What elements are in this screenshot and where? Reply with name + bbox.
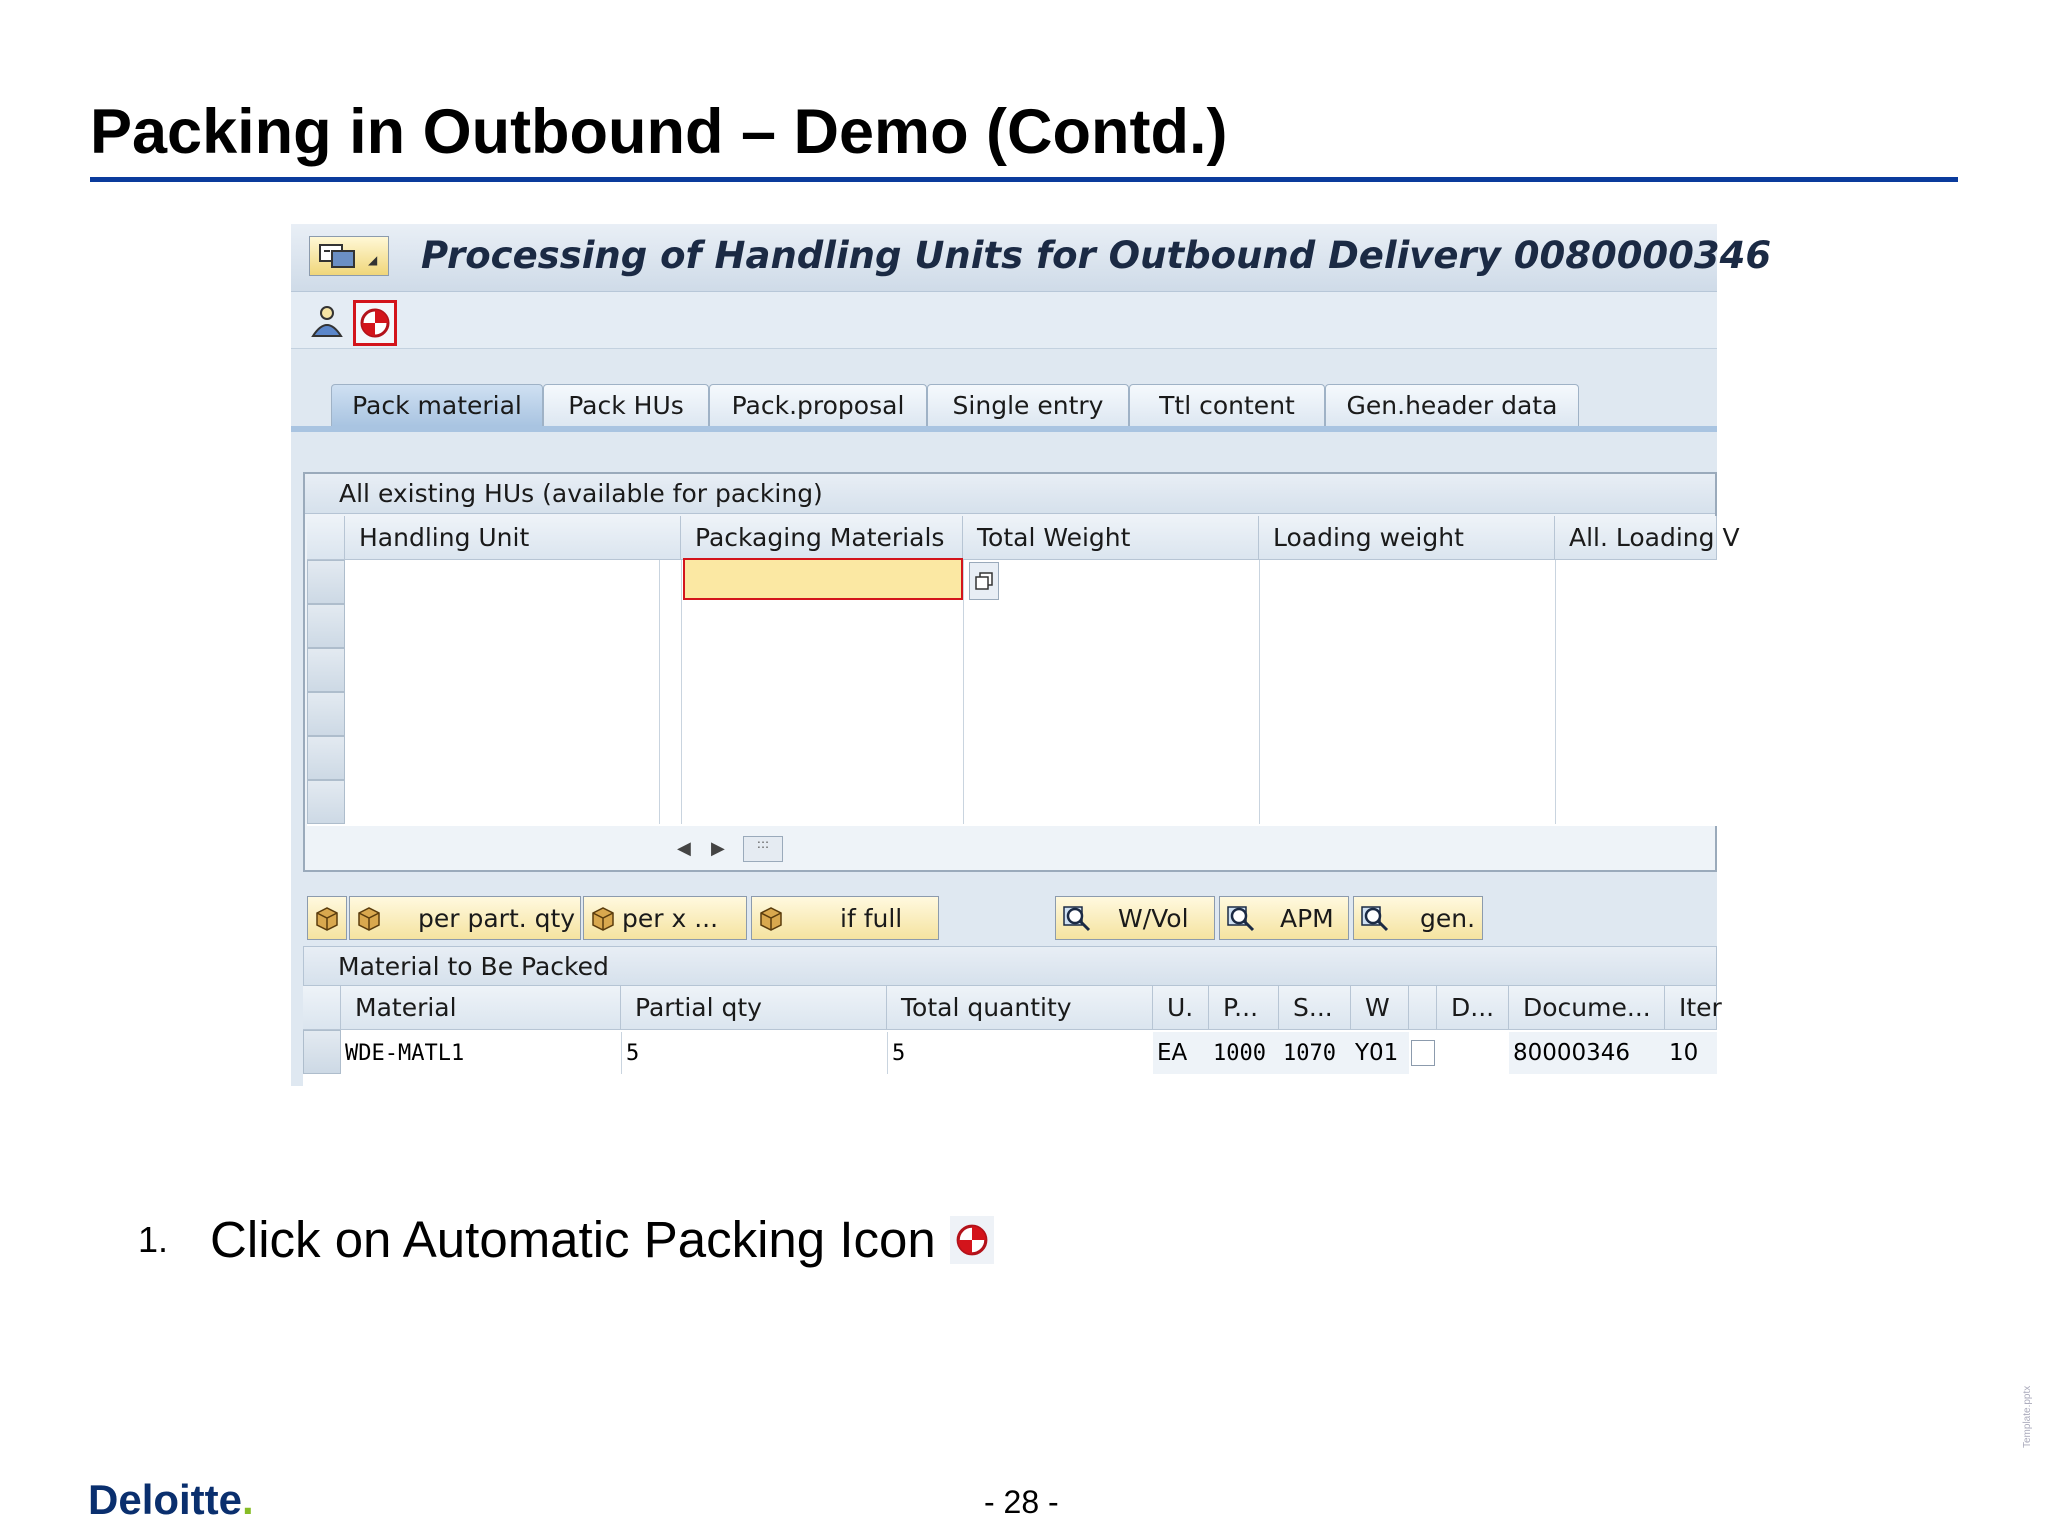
column-storage-location[interactable]: S...	[1279, 986, 1351, 1030]
scroll-left-icon[interactable]: ◀	[677, 838, 691, 859]
button-label: per part. qty	[418, 903, 576, 933]
column-handling-unit[interactable]: Handling Unit	[345, 516, 681, 560]
material-panel	[303, 946, 1722, 1086]
pack-if-full-button[interactable]	[751, 896, 939, 940]
column-document[interactable]: Docume...	[1509, 986, 1665, 1030]
row-selector[interactable]	[307, 736, 345, 780]
value-help-button[interactable]	[969, 562, 999, 600]
sap-titlebar	[291, 224, 1772, 292]
scroll-right-icon[interactable]: ▶	[711, 838, 725, 859]
automatic-packing-icon	[359, 307, 391, 339]
package-icon	[314, 905, 340, 931]
cell-storage-location: 1070	[1279, 1032, 1351, 1074]
column-flag[interactable]	[1409, 986, 1437, 1030]
cell-material[interactable]: WDE-MATL1	[345, 1040, 465, 1066]
package-icon	[758, 905, 784, 931]
sap-toolbar	[291, 292, 1717, 349]
cell-total-qty: 5	[887, 1032, 1153, 1074]
automatic-packing-button[interactable]	[353, 300, 397, 346]
slide-title: Packing in Outbound – Demo (Contd.)	[90, 97, 1228, 167]
column-divider	[659, 560, 660, 824]
pack-per-part-qty-button[interactable]	[349, 896, 581, 940]
tab-single-entry[interactable]: Single entry	[927, 384, 1129, 426]
person-icon[interactable]	[309, 304, 345, 338]
tab-underline	[291, 426, 1717, 432]
menu-button[interactable]	[309, 236, 389, 276]
cell-item: 10	[1665, 1032, 1717, 1074]
row-selector[interactable]	[307, 604, 345, 648]
value-help-icon	[975, 572, 993, 590]
row-selector[interactable]	[307, 692, 345, 736]
wvol-button[interactable]	[1055, 896, 1215, 940]
deloitte-logo	[88, 1476, 254, 1524]
column-divider	[1259, 560, 1260, 824]
row-selector[interactable]	[307, 648, 345, 692]
column-divider	[1555, 560, 1556, 824]
step-text: Click on Automatic Packing Icon	[210, 1211, 936, 1268]
column-partial-qty[interactable]: Partial qty	[621, 986, 887, 1030]
cell-unit: EA	[1153, 1032, 1209, 1074]
scroll-thumb[interactable]: :::	[743, 836, 783, 862]
page-number: - 28 -	[984, 1484, 1059, 1520]
gen-button[interactable]	[1353, 896, 1483, 940]
row-selector-header[interactable]	[303, 986, 341, 1030]
package-icon	[356, 905, 382, 931]
column-packaging-materials[interactable]: Packaging Materials	[681, 516, 963, 560]
cell-partial-qty[interactable]: 5	[621, 1032, 887, 1074]
row-selector[interactable]	[307, 560, 345, 604]
row-selector-header[interactable]	[307, 516, 345, 560]
automatic-packing-icon	[950, 1216, 994, 1264]
hu-table	[307, 516, 1740, 826]
column-total-weight[interactable]: Total Weight	[963, 516, 1259, 560]
cell-warehouse: Y01	[1351, 1032, 1409, 1074]
column-loading-weight[interactable]: Loading weight	[1259, 516, 1555, 560]
title-rule	[90, 177, 1958, 182]
button-label: per x ...	[622, 903, 719, 933]
instruction-step	[138, 1210, 994, 1269]
tab-gen-header-data[interactable]: Gen.header data	[1325, 384, 1579, 426]
column-plant[interactable]: P...	[1209, 986, 1279, 1030]
packing-button-row	[291, 896, 1717, 944]
column-divider	[681, 560, 682, 824]
sap-screen-title: Processing of Handling Units for Outbound Delivery 0080000346	[421, 234, 1772, 277]
row-checkbox[interactable]	[1411, 1040, 1435, 1066]
column-d[interactable]: D...	[1437, 986, 1509, 1030]
hu-panel	[303, 472, 1740, 872]
menu-icon	[318, 243, 358, 271]
chevron-down-icon: ◢	[368, 253, 378, 267]
column-all-loading[interactable]: All. Loading V	[1555, 516, 1717, 560]
column-unit[interactable]: U.	[1153, 986, 1209, 1030]
pack-per-x-button[interactable]	[583, 896, 747, 940]
button-label: gen.	[1420, 903, 1476, 933]
material-table	[303, 986, 1722, 1106]
button-label: W/Vol	[1118, 903, 1189, 933]
step-number: 1.	[138, 1218, 169, 1260]
package-icon	[590, 905, 616, 931]
tab-strip	[291, 384, 1717, 432]
button-label: APM	[1280, 903, 1334, 933]
sap-window	[291, 224, 1772, 1086]
button-label: if full	[840, 903, 903, 933]
row-selector[interactable]	[303, 1030, 341, 1074]
row-selector[interactable]	[307, 780, 345, 824]
magnifier-icon	[1062, 903, 1092, 933]
horizontal-scrollbar[interactable]	[665, 832, 1715, 864]
logo-dot: .	[242, 1476, 254, 1523]
cell-plant: 1000	[1209, 1032, 1279, 1074]
logo-text: Deloitte	[88, 1476, 243, 1523]
tab-pack-hus[interactable]: Pack HUs	[543, 384, 709, 426]
material-group-title: Material to Be Packed	[303, 946, 1717, 986]
magnifier-icon	[1226, 903, 1256, 933]
column-warehouse[interactable]: W	[1351, 986, 1409, 1030]
hu-group-title: All existing HUs (available for packing)	[305, 474, 1715, 514]
cell-document: 80000346	[1509, 1032, 1665, 1074]
apm-button[interactable]	[1219, 896, 1349, 940]
tab-ttl-content[interactable]: Ttl content	[1129, 384, 1325, 426]
tab-pack-proposal[interactable]: Pack.proposal	[709, 384, 927, 426]
column-item[interactable]: Iter	[1665, 986, 1717, 1030]
column-total-quantity[interactable]: Total quantity	[887, 986, 1153, 1030]
template-tag: Template.pptx	[2022, 1385, 2033, 1448]
pack-button[interactable]	[307, 896, 347, 940]
column-material[interactable]: Material	[341, 986, 621, 1030]
magnifier-icon	[1360, 903, 1390, 933]
tab-pack-material[interactable]: Pack material	[331, 384, 543, 426]
packaging-material-input[interactable]	[683, 558, 963, 600]
column-divider	[963, 560, 964, 824]
